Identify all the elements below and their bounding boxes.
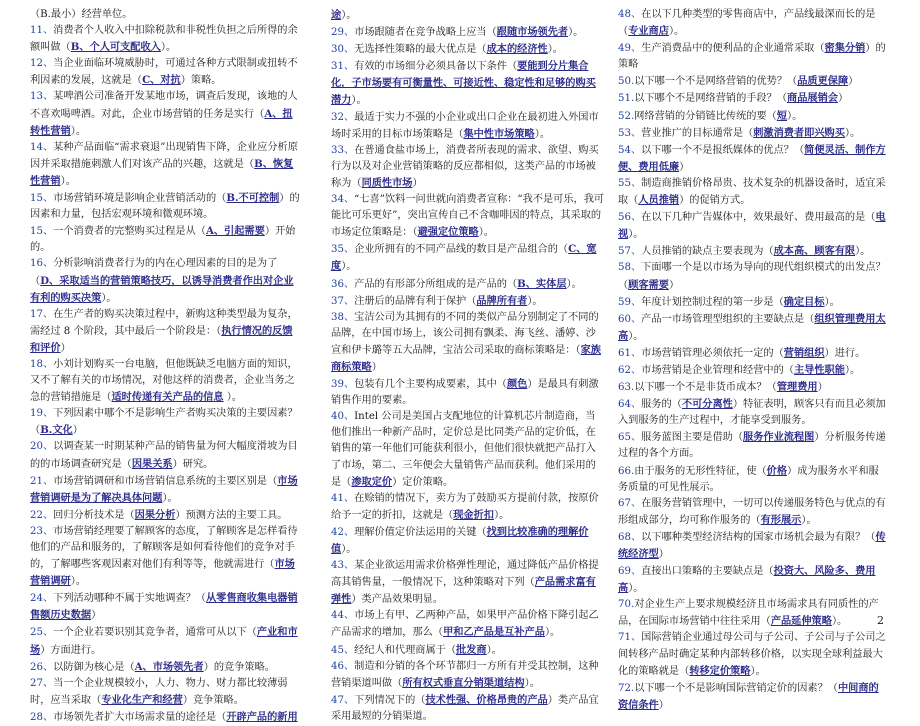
answer-text: 市场营销调研 <box>30 558 295 588</box>
question-number: 21、 <box>30 475 54 487</box>
question-item: 途）。 <box>331 9 357 21</box>
question-number: 71、 <box>618 632 642 644</box>
question-number: 22、 <box>30 509 54 521</box>
answer-text: C、对抗 <box>142 74 181 87</box>
question-item: 22、回归分析技术是（因果分析）预测方法的主要工具。 <box>30 508 288 521</box>
question-item: 35、企业所拥有的不同产品线的数目是产品组合的（C、宽度）。 <box>331 243 597 273</box>
question-number: 57、 <box>618 246 642 258</box>
question-number: 42、 <box>331 526 355 538</box>
answer-text: 集中性市场策略 <box>463 127 535 140</box>
question-item: 55、制造商推销价格昂贵、技术复杂的机器设备时，适宜采取（人员推销）的促销方式。 <box>618 177 886 207</box>
question-number: 16、 <box>30 258 54 270</box>
answer-text: C、宽度 <box>331 243 597 273</box>
question-item: 49、生产消费品中的便利品的企业通常采取（密集分销）的策略 <box>618 42 886 71</box>
question-item: （B.最小）经营单位。 <box>30 9 133 20</box>
question-number: 15、 <box>30 193 54 205</box>
answer-text: 颜色 <box>506 378 528 391</box>
answer-text: 适时传递有关产品的信息 <box>111 391 224 404</box>
column-3 <box>618 7 888 714</box>
question-number: 37、 <box>331 295 355 307</box>
question-number: 28、 <box>30 711 54 723</box>
answer-text: B.文化 <box>40 424 73 437</box>
question-number: 30、 <box>331 44 355 56</box>
question-number: 64、 <box>618 399 642 411</box>
question-number: 66. <box>618 465 635 477</box>
answer-text: 因果关系 <box>131 457 173 470</box>
answer-text: 管理费用 <box>776 381 818 394</box>
answer-text: 专业商店 <box>628 25 669 38</box>
answer-text: A、市场领先者 <box>134 660 204 673</box>
question-number: 31、 <box>331 61 355 73</box>
question-number: 12、 <box>30 58 54 70</box>
question-item: 13、某啤酒公司准备开发某地市场，调查后发现，该地的人不喜欢喝啤酒。对此，企业市场营销的任务是实行（A、扭转性营销）。 <box>30 91 298 137</box>
answer-text: 产品延伸策略 <box>770 615 832 628</box>
question-number: 48、 <box>618 9 642 20</box>
answer-text: 要能到分片集合化，子市场要有可衡量性、可接近性、稳定性和足够的购买潜力 <box>331 60 596 107</box>
answer-text: 甲和乙产品是互补产品 <box>443 626 545 639</box>
question-number: 58、 <box>618 262 642 274</box>
question-number: 25、 <box>30 627 54 639</box>
question-number: 45、 <box>331 644 355 656</box>
question-number: 32、 <box>331 111 355 123</box>
answer-text: 专业化生产和经营 <box>101 693 183 706</box>
question-item: 53、营业推广的目标通常是（刺激消费者即兴购买）。 <box>618 126 861 139</box>
question-number: 60、 <box>618 313 642 325</box>
question-number: 36、 <box>331 278 355 290</box>
question-item: 60、产品一市场管理型组织的主要缺点是（组织管理费用太高）。 <box>618 312 886 342</box>
question-number: 72. <box>618 682 635 694</box>
question-item: 50.以下哪一个不是网络营销的优势？（品质更保障） <box>618 75 859 88</box>
question-item: 20、以调查某一时期某种产品的销售量为何大幅度滑坡为目的的市场调查研究是（因果关系）研究。 <box>30 441 298 470</box>
question-item: 39、包装有几个主要构成要素，其中（颜色）是最具有刺激销售作用的要素。 <box>331 378 599 407</box>
question-item: 41、在赊销的情况下，卖方为了鼓励买方提前付款，按原价给予一定的折扣，这就是（现金折扣）。 <box>331 492 599 521</box>
answer-text: 家族商标策略 <box>331 343 601 373</box>
column-1 <box>30 7 302 726</box>
answer-text: 现金折扣 <box>453 508 494 521</box>
question-item: 69、直接出口策略的主要缺点是（投资大、风险多、费用高）。 <box>618 565 876 595</box>
answer-text: B、实体层 <box>517 277 567 290</box>
question-item: 15、市场营销环境是影响企业营销活动的（B.不可控制）的因素和力量，包括宏观环境和微观环境。 <box>30 192 300 221</box>
answer-text: 执行情况的反馈和评价 <box>30 324 293 354</box>
answer-text: 渗取定价 <box>351 475 393 488</box>
question-number: 20、 <box>30 441 54 453</box>
answer-text: 密集分销 <box>824 42 866 55</box>
question-number: 40、 <box>331 411 355 423</box>
question-item: 29、市场跟随者在竞争战略上应当（跟随市场领先者）。 <box>331 26 584 39</box>
question-number: 43、 <box>331 560 355 572</box>
answer-text: 技术性强、价格昂贵的产品 <box>425 693 548 706</box>
question-number: 56、 <box>618 212 642 224</box>
answer-text: 市场营销调研是为了解决具体问题 <box>30 474 298 504</box>
question-item: 47、下列情况下的（技术性强、价格昂贵的产品）类产品宜采用最短的分销渠道。 <box>331 693 599 722</box>
question-item: 12、当企业面临环境威胁时，可通过各种方式限制或扭转不利因素的发展，这就是（C、对抗）策略。 <box>30 58 298 87</box>
question-item: 24、下列活动哪种不属于实地调查？（从零售商收集电器销售额历史数据） <box>30 592 298 622</box>
question-number: 24、 <box>30 593 54 605</box>
answer-text: A、扭转性营销 <box>30 107 293 137</box>
question-number: 44、 <box>331 610 355 622</box>
answer-text: 成本的经济性 <box>486 43 548 56</box>
question-number: 63. <box>618 382 635 394</box>
answer-text: 产业和市场 <box>30 626 298 656</box>
question-number: 61、 <box>618 347 642 359</box>
answer-text: B.不可控制 <box>226 192 280 205</box>
question-number: 67、 <box>618 497 642 509</box>
answer-text: 营销组织 <box>783 346 825 359</box>
answer-text: 找到比较准确的理解价值 <box>331 525 589 555</box>
answer-text: 品质更保障 <box>797 75 849 88</box>
page-number: 2 <box>877 614 884 627</box>
question-item: 42、理解价值定价法运用的关键（找到比较准确的理解价值）。 <box>331 525 589 555</box>
question-item: 46、制造和分销的各个环节都归一方所有并受其控制，这种营销渠道叫做（所有权式垂直分销渠道结构）。 <box>331 660 599 689</box>
answer-text: 简便灵活、制作方便、费用低廉 <box>618 143 886 173</box>
question-number: 38、 <box>331 311 355 323</box>
question-number: 11、 <box>30 25 54 37</box>
question-item: 32、最适于实力不强的小企业或出口企业在最初进入外国市场时采用的目标市场策略是（集中性市场策略）。 <box>331 111 599 140</box>
question-number: 46、 <box>331 660 355 672</box>
question-number: 34、 <box>331 194 355 206</box>
answer-text: 途 <box>331 9 342 21</box>
question-number: 49、 <box>618 43 642 55</box>
question-number: 35、 <box>331 244 355 256</box>
question-number: 68、 <box>618 531 642 543</box>
question-number: 41、 <box>331 492 355 504</box>
question-item: 19、下列因素中哪个不是影响生产者购买决策的主要因素？（B.文化） <box>30 408 298 437</box>
answer-text: 确定目标 <box>783 295 825 308</box>
question-item: 68、以下哪种类型经济结构的国家市场机会最为有限？（传统经济型） <box>618 530 886 560</box>
question-item: 16、分析影响消费者行为的内在心理因素的目的是为了（D、采取适当的营销策略技巧，以诱导消费者作出对企业有利的购买决策）。 <box>30 258 294 304</box>
question-number: 15、 <box>30 226 54 238</box>
question-item: 40、Intel 公司是美国占支配地位的计算机芯片制造商，当他们推出一种新产品时，定价总是比同类产品的定价低，在销售的第一年他们可能获利很小，但他们很快就把产品打入了市场，第二、三年便会大量销售产品而获利。他们采用的是（渗取定价）定价策略。 <box>331 411 596 488</box>
question-number: 50. <box>618 76 635 88</box>
answer-text: 因果分析 <box>134 508 176 521</box>
question-number: 65、 <box>618 432 642 444</box>
question-number: 26、 <box>30 661 54 673</box>
question-number: 59、 <box>618 296 642 308</box>
answer-text: 转移定价策略 <box>689 664 751 677</box>
answer-text: 所有权式垂直分销渠道结构 <box>402 676 525 689</box>
question-item: 65、服务蓝图主要是借助（服务作业流程图）分析服务传递过程的各个方面。 <box>618 431 886 460</box>
question-item: 71、国际营销企业通过母公司与子公司、子公司与子公司之间转移产品时确定某种内部转移价格，以实现全球利益最大化的策略就是（转移定价策略）。 <box>618 632 886 677</box>
question-item: 18、小刘计划购买一台电脑，但他既缺乏电脑方面的知识，又不了解有关的市场情况，对他这样的消费者，企业当务之急的营销措施是（适时传递有关产品的信息 ）。 <box>30 358 298 404</box>
answer-text: 批发商 <box>456 643 487 656</box>
question-number: 29、 <box>331 27 355 39</box>
question-number: 62、 <box>618 364 642 376</box>
question-item: 43、某企业欲运用需求价格弹性理论，通过降低产品价格提高其销售量，一般情况下，这种策略对下列（产品需求富有弹性）类产品效果明显。 <box>331 560 599 606</box>
question-item: 54、以下哪一个不是报纸媒体的优点？（简便灵活、制作方便、费用低廉） <box>618 143 886 173</box>
answer-text: 开辟产品的新用 <box>226 710 298 723</box>
answer-text: 从零售商收集电器销售额历史数据 <box>30 592 298 622</box>
answer-text: 品牌所有者 <box>476 294 528 307</box>
answer-text: 顾客需要 <box>628 278 669 291</box>
question-number: 52. <box>618 110 635 122</box>
question-item: 62、市场营销是企业管理和经营中的（主导性职能）。 <box>618 363 861 376</box>
question-item: 37、注册后的品牌有利于保护（品牌所有者）。 <box>331 294 543 307</box>
question-item: 72.以下哪一个不是影响国际营销定价的因素？（中间商的资信条件） <box>618 681 879 711</box>
answer-text: B、恢复性营销 <box>30 157 294 187</box>
answer-text: 跟随市场领先者 <box>496 26 569 39</box>
question-number: 17、 <box>30 308 54 320</box>
question-item: 70.对企业生产上要求规模经济且市场需求具有同质性的产品，在国际市场营销中往往采用（产品延伸策略）。 <box>618 599 879 628</box>
question-number: 27、 <box>30 677 54 689</box>
question-item: 48、在以下几种类型的零售商店中，产品线最深而长的是（专业商店）。 <box>618 9 876 38</box>
question-number: 23、 <box>30 525 54 537</box>
question-number: 18、 <box>30 358 54 370</box>
column-2 <box>331 7 605 725</box>
answer-text: 服务作业流程图 <box>743 431 815 444</box>
question-number: 54、 <box>618 144 642 156</box>
question-item: 31、有效的市场细分必须具备以下条件（要能到分片集合化，子市场要有可衡量性、可接近性、稳定性和足够的购买潜力）。 <box>331 60 596 107</box>
question-item: 17、在生产者的购买决策过程中，新购这种类型最为复杂，需经过 8 个阶段，其中最后一个阶段是：（执行情况的反馈和评价） <box>30 308 298 354</box>
question-item: 15、一个消费者的完整购买过程是从（A、引起需要）开始的。 <box>30 225 296 254</box>
question-item: 64、服务的（不可分离性）特征表明，顾客只有而且必须加入到服务的生产过程中，才能享受到服务。 <box>618 398 886 427</box>
question-item: 61、市场营销管理必须依托一定的（营销组织）进行。 <box>618 346 866 359</box>
question-item: 25、一个企业若要识别其竞争者，通常可从以下（产业和市场）方面进行。 <box>30 626 298 656</box>
question-item: 26、以防御为核心是（A、市场领先者）的竞争策略。 <box>30 660 275 673</box>
question-item: 59、年度计划控制过程的第一步是（确定目标）。 <box>618 295 840 308</box>
question-item: 44、市场上有甲、乙两种产品，如果甲产品价格下降引起乙产品需求的增加，那么（甲和乙产品是互补产品）。 <box>331 610 599 639</box>
question-item: 56、在以下几种广告媒体中，效果最好、费用最高的是（电视）。 <box>618 211 886 241</box>
question-item: 27、当一个企业规模较小，人力、物力、财力都比较薄弱时，应当采取（专业化生产和经营）竞争策略。 <box>30 677 288 706</box>
question-item: 36、产品的有形部分所组成的是产品的（B、实体层）。 <box>331 277 582 290</box>
answer-text: 组织管理费用太高 <box>618 312 886 342</box>
question-item: 30、无选择性策略的最大优点是（成本的经济性）。 <box>331 43 563 56</box>
answer-text: 产品需求富有弹性 <box>331 576 596 606</box>
question-item: 57、人员推销的缺点主要表现为（成本高、顾客有限）。 <box>618 245 871 258</box>
question-item: 11、消费者个人收入中扣除税款和非税性负担之后所得的余额叫做（B、个人可支配收入）。 <box>30 25 298 54</box>
answer-text: A、引起需要 <box>205 225 265 238</box>
question-number: 47、 <box>331 694 355 706</box>
question-number: 39、 <box>331 379 355 391</box>
question-item: 66.由于服务的无形性特征，使（价格）成为服务水平和服务质量的可见性展示。 <box>618 464 879 493</box>
question-number: 33、 <box>331 144 355 156</box>
answer-text: 人员推销 <box>638 194 680 207</box>
question-number: 13、 <box>30 91 54 103</box>
question-item: 33、在普通食盐市场上，消费者所表现的需求、欲望、购买行为以及对企业营销策略的反应都相似，这类产品的市场被称为（同质性市场） <box>331 144 599 189</box>
question-item: 38、宝洁公司为其拥有的不同的类似产品分别制定了不同的品牌，在中国市场上，该公司拥有飘柔、海飞丝、潘婷、沙宣和伊卡璐等五大品牌，宝洁公司采取的商标策略是：（家族商标策略） <box>331 311 601 373</box>
answer-text: 价格 <box>766 464 788 477</box>
question-number: 69、 <box>618 566 642 578</box>
question-item: 28、市场领先者扩大市场需求量的途径是（开辟产品的新用 <box>30 710 298 723</box>
answer-text: 短 <box>776 109 788 122</box>
answer-text: 传统经济型 <box>618 530 886 560</box>
answer-text: 中间商的资信条件 <box>618 681 879 711</box>
question-item: 51.以下哪个不是网络营销的手段？（商品展销会） <box>618 92 849 105</box>
question-number: 55、 <box>618 177 642 189</box>
answer-text: 成本高、顾客有限 <box>773 245 856 258</box>
question-item: 58、下面哪一个是以市场为导向的现代组织模式的出发点？（顾客需要） <box>618 262 886 291</box>
question-item: 34、“七喜”饮料一问世就向消费者宣称：“我不是可乐，我可能比可乐更好”，突出宣传自己不含咖啡因的特点，其采取的市场定位策略是：（避强定位策略）。 <box>331 194 605 239</box>
question-item: 14、某种产品面临“需求衰退”出现销售下降，企业应分析原因并采取措施刺激人们对该产品的兴趣，这就是（B、恢复性营销）。 <box>30 141 298 187</box>
answer-text: 刺激消费者即兴购买 <box>753 126 845 139</box>
question-item: 52.网络营销的分销链比传统的要（短）。 <box>618 109 803 122</box>
question-number: 53、 <box>618 127 642 139</box>
answer-text: 有形展示 <box>760 513 802 526</box>
question-number: 51. <box>618 93 635 105</box>
question-number: 19、 <box>30 408 54 420</box>
answer-text: B、个人可支配收入 <box>70 41 161 54</box>
question-item: 21、市场营销调研和市场营销信息系统的主要区别是（市场营销调研是为了解决具体问题）。 <box>30 474 298 504</box>
answer-text: 商品展销会 <box>787 92 838 105</box>
question-item: 63.以下哪一个不是非货币成本？（管理费用） <box>618 381 828 394</box>
answer-text: 同质性市场 <box>361 176 413 189</box>
question-number: 14、 <box>30 141 54 153</box>
question-item: 45、经纪人和代理商属于（批发商）。 <box>331 643 502 656</box>
question-number: 70. <box>618 599 635 611</box>
answer-text: 主导性职能 <box>793 363 845 376</box>
question-item: 23、市场营销经理要了解顾客的态度，了解顾客是怎样看待他们的产品和服务的，了解顾客是如何看待他们的竞争对手的，了解哪些客观因素对他们有利等等，他就需进行（市场营销调研）。 <box>30 525 298 588</box>
question-item: 67、在服务营销管理中，一切可以传递服务特色与优点的有形组成部分，均可称作服务的（有形展示）。 <box>618 497 886 526</box>
answer-text: 不可分离性 <box>681 398 733 411</box>
answer-text: 避强定位策略 <box>417 226 479 239</box>
answer-text: D、采取适当的营销策略技巧，以诱导消费者作出对企业有利的购买决策 <box>30 274 294 304</box>
answer-text: 电视 <box>618 211 886 241</box>
answer-text: 投资大、风险多、费用高 <box>618 565 876 595</box>
